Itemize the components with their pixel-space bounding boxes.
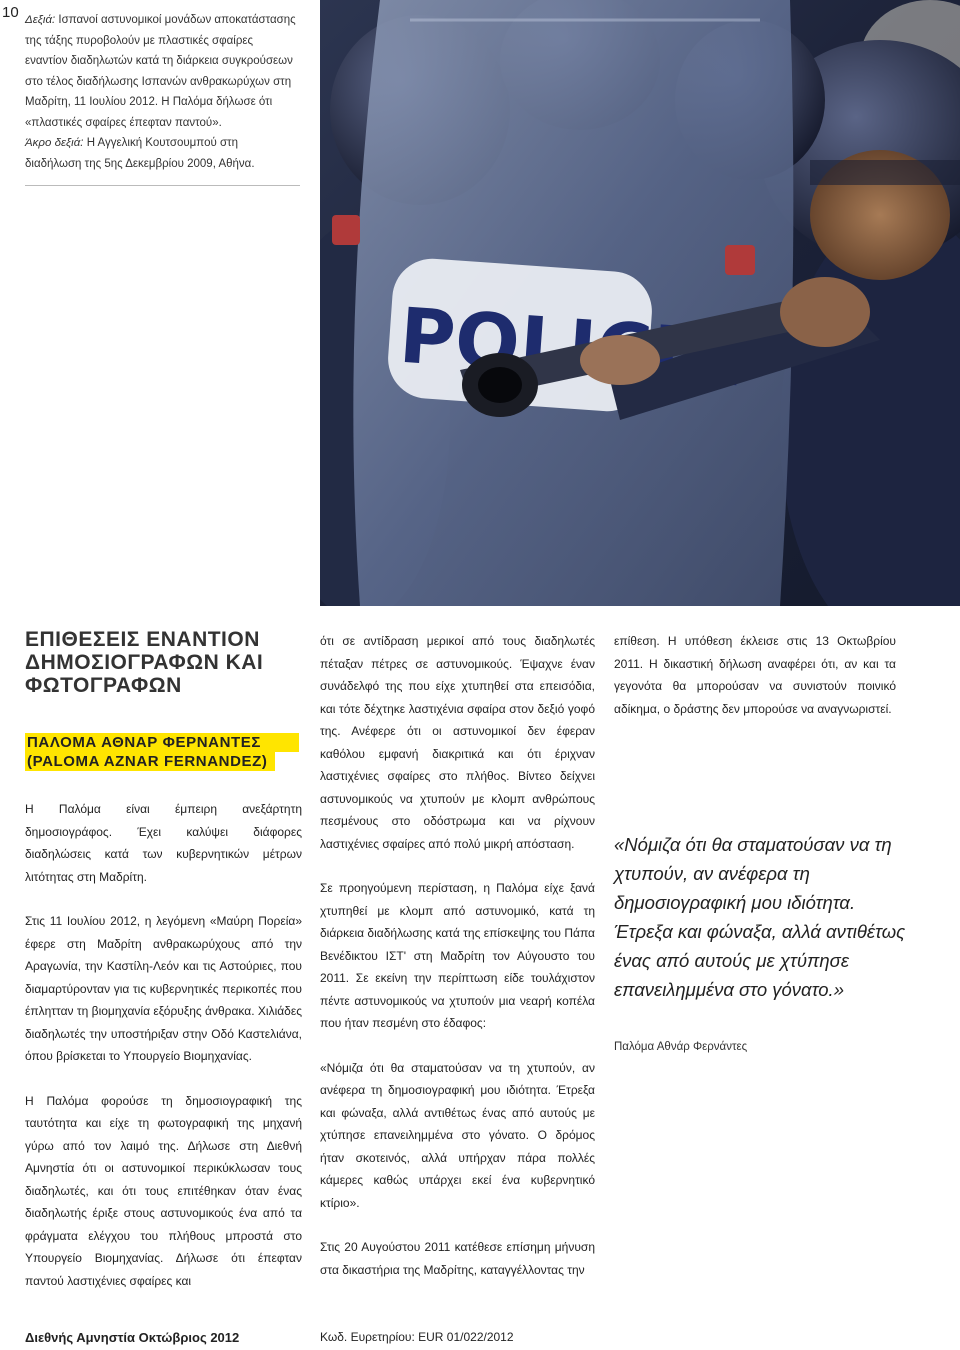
author-name-greek: ΠΑΛΟΜΑ ΑΘΝΑΡ ΦΕΡΝΑΝΤΕΣ [25, 733, 299, 752]
caption-label-right: Δεξιά: [25, 14, 56, 26]
caption-label-far-right: Άκρο δεξιά: [25, 137, 84, 149]
footer-publication: Διεθνής Αμνηστία Οκτώβριος 2012 [25, 1330, 240, 1345]
author-name-latin: (PALOMA AZNAR FERNANDEZ) [25, 752, 275, 771]
paragraph: Στις 11 Ιουλίου 2012, η λεγόμενη «Μαύρη Πορεία» έφερε στη Μαδρίτη ανθρακωρύχους από την Αραγωνία, την Καστίλη-Λεόν και τις Αστούριες, που διαμαρτύρονταν για τις κυβερνητικές περικοπές που έπλητταν τη βιομηχανία εξόρυξης άνθρακα. Χιλιάδες διαδηλωτές την υποστήριξαν στην Οδό Καστελιάνα, όπου βρίσκεται το Υπουργείο Βιομηχανίας. [25, 914, 302, 1063]
article-column-3 [614, 630, 896, 742]
caption-divider [25, 185, 300, 186]
paragraph: «Νόμιζα ότι θα σταματούσαν να τη χτυπούν, αν ανέφερα τη δημοσιογραφική μου ιδιότητα. Έτρεξα και φώναξα, αλλά αντιθέτως ένας από αυτούς με χτύπησε επανειλημμένα στο γόνατο. Ο δρόμος ήταν σκοτεινός, αλλά υπήρχαν πάρα πολλές κάμερες καθώς υπάρχει εκεί ένα κυβερνητικό κτίριο». [320, 1060, 595, 1210]
section-title: ΕΠΙΘΕΣΕΙΣ ΕΝΑΝΤΙΟΝ ΔΗΜΟΣΙΟΓΡΑΦΩΝ ΚΑΙ ΦΩΤΟΓΡΑΦΩΝ [25, 628, 264, 697]
pull-quote: «Νόμιζα ότι θα σταματούσαν να τη χτυπούν, αν ανέφερα τη δημοσιογραφική μου ιδιότητα. Έτρεξα και φώναξα, αλλά αντιθέτως ένας από αυτούς με χτύπησε επανειλημμένα στο γόνατο.» [614, 834, 906, 1000]
article-column-2 [320, 630, 595, 1303]
caption-text-right: Ισπανοί αστυνομικοί μονάδων αποκατάστασης της τάξης πυροβολούν με πλαστικές σφαίρες εναντίον διαδηλωτών κατά τη διάρκεια συγκρούσεων στο τέλος διαδήλωσης Ισπανών ανθρακωρύχων στη Μαδρίτη, 11 Ιουλίου 2012. Η Παλόμα δήλωσε ότι «πλαστικές σφαίρες έπεφταν παντού». [25, 14, 296, 129]
photo-caption [25, 10, 297, 174]
author-highlight [25, 733, 299, 771]
article-column-1 [25, 798, 302, 1314]
paragraph: ότι σε αντίδραση μερικοί από τους διαδηλωτές πέταξαν πέτρες σε αστυνομικούς. Έψαχνε έναν συνάδελφό της που είχε χτυπηθεί στα επεισόδια, και τότε δέχτηκε λαστιχένια σφαίρα στον δεξιό γοφό της. Ανέφερε ότι οι αστυνομικοί δεν έφεραν καθόλου εμφανή διακριτικά και ότι έριχναν λαστιχένιες σφαίρες στο πλήθος. Βίντεο δείχνει αστυνομικούς να χτυπούν με κλομπ ανθρώπους πεσμένους στο οδόστρωμα και να ρίχνουν λαστιχένιες σφαίρες από πολύ μικρή απόσταση. [320, 634, 595, 851]
paragraph: Σε προηγούμενη περίσταση, η Παλόμα είχε ξανά χτυπηθεί με κλομπ από αστυνομικό, κατά τη διάρκεια διαδήλωσης κατά της επίσκεψης του Πάπα Βενέδικτου ΙΣΤ' στη Μαδρίτη τον Αύγουστο του 2011. Σε εκείνη την περίπτωση είδε τουλάχιστον πέντε αστυνομικούς να χτυπούν μια νεαρή κοπέλα που ήταν πεσμένη στο έδαφος: [320, 881, 595, 1030]
paragraph: Η Παλόμα είναι έμπειρη ανεξάρτητη δημοσιογράφος. Έχει καλύψει διάφορες διαδηλώσεις κατά των κυβερνητικών μέτρων λιτότητας στη Μαδρίτη. [25, 802, 302, 884]
riot-police-photo [320, 0, 960, 606]
paragraph: Η Παλόμα φορούσε τη δημοσιογραφική της ταυτότητα και είχε τη φωτογραφική της μηχανή γύρω από τον λαιμό της. Δήλωσε στη Διεθνή Αμνηστία ότι οι αστυνομικοί περικύκλωσαν τους διαδηλωτές, και ότι τους επιτέθηκαν όταν ένας διαδηλωτής έριξε στους αστυνομικούς ένα από τα φράγματα ελέγχου του πλήθους μπροστά στο Υπουργείο Βιομηχανίας. Δήλωσε ότι έπεφταν παντού λαστιχένιες σφαίρες και [25, 1093, 302, 1288]
paragraph: επίθεση. Η υπόθεση έκλεισε στις 13 Οκτωβρίου 2011. Η δικαστική δήλωση αναφέρει ότι, αν και τα γεγονότα θα μπορούσαν να συνιστούν ποινικό αδίκημα, ο δράστης δεν μπορούσε να αναγνωριστεί. [614, 634, 896, 716]
footer-index-code: Κωδ. Ευρετηρίου: EUR 01/022/2012 [320, 1330, 514, 1344]
caption-text-far-right: Η Αγγελική Κουτσουμπού στη διαδήλωση της 5ης Δεκεμβρίου 2009, Αθήνα. [25, 137, 255, 170]
paragraph: Στις 20 Αυγούστου 2011 κατέθεσε επίσημη μήνυση στα δικαστήρια της Μαδρίτης, καταγγέλλοντας την [320, 1240, 595, 1277]
pull-quote-author: Παλόμα Αθνάρ Φερνάντες [614, 1041, 748, 1053]
page-number: 10 [2, 4, 19, 21]
